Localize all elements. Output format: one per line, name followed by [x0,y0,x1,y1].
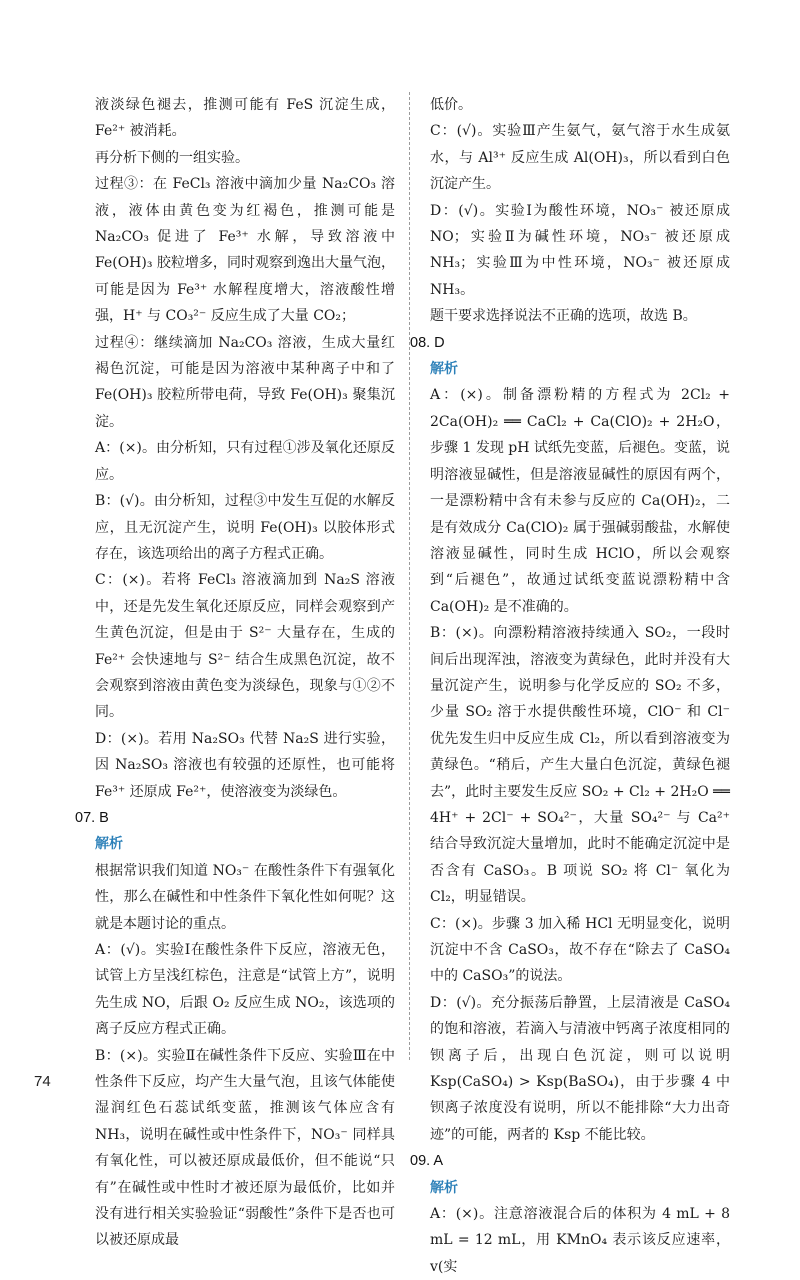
paragraph: C：(×)。若将 FeCl₃ 溶液滴加到 Na₂S 溶液中，还是先发生氧化还原反应，同样会观察到产生黄色沉淀，但是由于 S²⁻ 大量存在，生成的 Fe²⁺ 会快速地与 S²⁻ 结合生成黑色沉淀，故不会观察到溶液由黄色变为淡绿色，现象与①②不同。 [95,572,395,721]
paragraph: A：(×)。注意溶液混合后的体积为 4 mL + 8 mL = 12 mL，用 KMnO₄ 表示该反应速率，v(实 [430,1206,730,1275]
analysis-heading: 解析 [95,836,123,853]
paragraph: 根据常识我们知道 NO₃⁻ 在酸性条件下有强氧化性，那么在碱性和中性条件下氧化性如何呢？这就是本题讨论的重点。 [95,862,395,932]
paragraph: D：(√)。实验Ⅰ为酸性环境，NO₃⁻ 被还原成 NO；实验Ⅱ为碱性环境，NO₃⁻ 被还原成 NH₃；实验Ⅲ为中性环境，NO₃⁻ 被还原成 NH₃。 [430,202,730,298]
question-number: 08. D [410,334,445,351]
paragraph: D：(√)。充分振荡后静置，上层清液是 CaSO₄ 的饱和溶液，若滴入与清液中钙离子浓度相同的钡离子后，出现白色沉淀，则可以说明 Ksp(CaSO₄) > Ksp(BaSO₄)，由于步骤 4 中钡离子浓度没有说明，所以不能排除“大力出奇迹”的可能，两者的 Ksp 不能比较。 [430,994,730,1143]
paragraph: 液淡绿色褪去，推测可能有 FeS 沉淀生成，Fe²⁺ 被消耗。 [95,97,395,140]
question-number: 09. A [410,1153,444,1170]
paragraph: B：(×)。向漂粉精溶液持续通入 SO₂，一段时间后出现浑浊，溶液变为黄绿色，此时并没有大量沉淀产生，说明参与化学反应的 SO₂ 不多，少量 SO₂ 溶于水提供酸性环境，ClO⁻ 和 Cl⁻ 优先发生归中反应生成 Cl₂，所以看到溶液变为黄绿色。“稍后，产生大量白色沉淀，黄绿色褪去”，此时主要发生反应 SO₂ + Cl₂ + 2H₂O ══ 4H⁺ + 2Cl⁻ + SO₄²⁻，大量 SO₄²⁻ 与 Ca²⁺ 结合导致沉淀大量增加，此时不能确定沉淀中是否含有 CaSO₃。B 项说 SO₂ 将 Cl⁻ 氧化为 Cl₂，明显错误。 [430,625,730,906]
paragraph: B：(×)。实验Ⅱ在碱性条件下反应、实验Ⅲ在中性条件下反应，均产生大量气泡，且该气体能使湿润红色石蕊试纸变蓝，推测该气体应含有 NH₃，说明在碱性或中性条件下，NO₃⁻ 同样具有氧化性，可以被还原成最低价，但不能说“只有”在碱性或中性时才被还原为最低价，比如并没有进行相关实验验证“弱酸性”条件下是否也可以被还原成最 [95,1047,395,1249]
paragraph: C：(√)。实验Ⅲ产生氨气，氨气溶于水生成氨水，与 Al³⁺ 反应生成 Al(OH)₃，所以看到白色沉淀产生。 [430,123,730,193]
analysis-heading: 解析 [430,361,458,378]
paragraph: A：(×)。由分析知，只有过程①涉及氧化还原反应。 [95,440,395,483]
paragraph: 低价。 [430,97,472,113]
paragraph: B：(√)。由分析知，过程③中发生互促的水解反应，且无沉淀产生，说明 Fe(OH)₃ 以胶体形式存在，该选项给出的离子方程式正确。 [95,493,395,562]
question-number: 07. B [75,809,109,826]
paragraph: A：(×)。制备漂粉精的方程式为 2Cl₂ + 2Ca(OH)₂ ══ CaCl₂ + Ca(ClO)₂ + 2H₂O，步骤 1 发现 pH 试纸先变蓝，后褪色。变蓝，说明溶液显碱性，但是溶液显碱性的原因有两个，一是漂粉精中含有未参与反应的 Ca(OH)₂，二是有效成分 Ca(ClO)₂ 属于强碱弱酸盐，水解使溶液显碱性，同时生成 HClO，所以会观察到“后褪色”，故通过试纸变蓝说漂粉精中含 Ca(OH)₂ 是不准确的。 [430,387,730,615]
paragraph: 再分析下侧的一组实验。 [95,149,249,166]
paragraph: 题干要求选择说法不正确的选项，故选 B。 [430,308,697,325]
paragraph: D：(×)。若用 Na₂SO₃ 代替 Na₂S 进行实验，因 Na₂SO₃ 溶液也有较强的还原性，也可能将 Fe³⁺ 还原成 Fe²⁺，使溶液变为淡绿色。 [95,730,395,800]
right-column [410,92,730,1280]
paragraph: 过程④：继续滴加 Na₂CO₃ 溶液，生成大量红褐色沉淀，可能是因为溶液中某种离子中和了 Fe(OH)₃ 胶粒所带电荷，导致 Fe(OH)₃ 聚集沉淀。 [95,334,395,430]
left-column [75,92,395,1254]
paragraph: C：(×)。步骤 3 加入稀 HCl 无明显变化，说明沉淀中不含 CaSO₃，故不存在“除去了 CaSO₄ 中的 CaSO₃”的说法。 [430,915,730,985]
analysis-heading: 解析 [430,1179,458,1196]
column-divider [409,92,410,1060]
paragraph: 过程③：在 FeCl₃ 溶液中滴加少量 Na₂CO₃ 溶液，液体由黄色变为红褐色，推测可能是 Na₂CO₃ 促进了 Fe³⁺ 水解，导致溶液中 Fe(OH)₃ 胶粒增多，同时观察到逸出大量气泡，可能是因为 Fe³⁺ 水解程度增大，溶液酸性增强，H⁺ 与 CO₃²⁻ 反应生成了大量 CO₂； [95,176,395,325]
page-number: 74 [34,1073,51,1090]
paragraph: A：(√)。实验Ⅰ在酸性条件下反应，溶液无色，试管上方呈浅红棕色，注意是“试管上方”，说明先生成 NO，后跟 O₂ 反应生成 NO₂，该选项的离子反应方程式正确。 [95,942,395,1038]
